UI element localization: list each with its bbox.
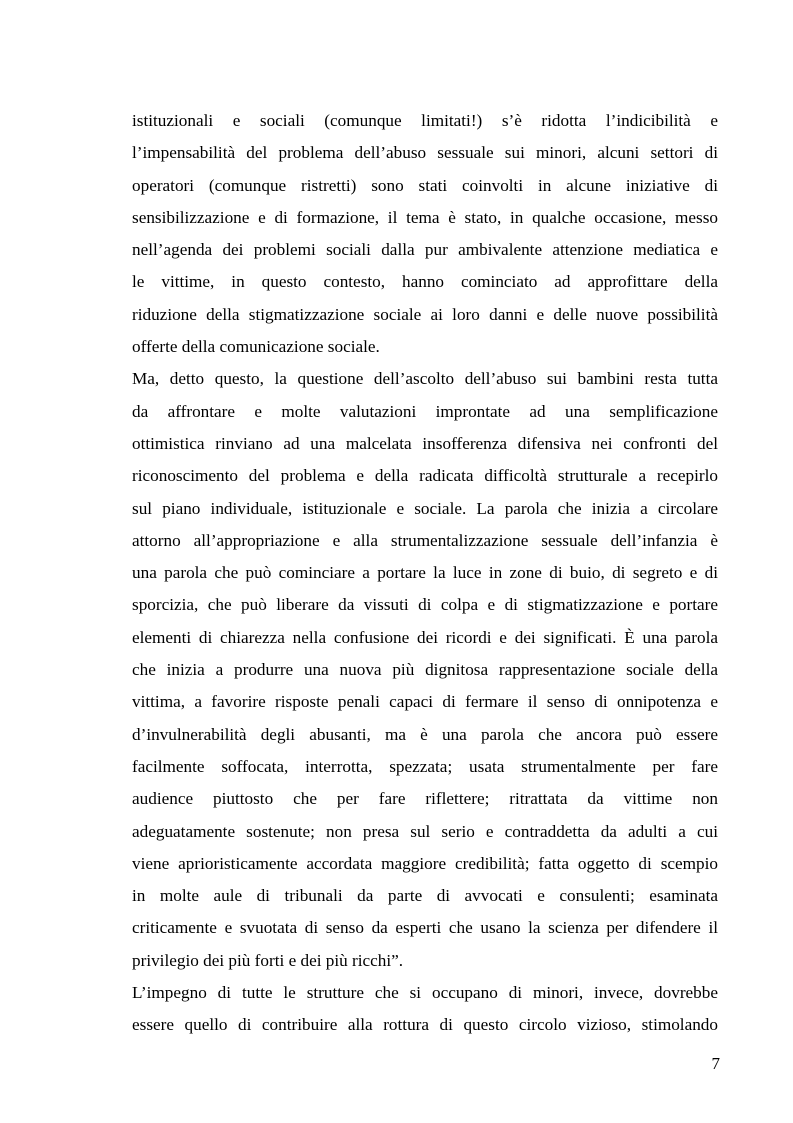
- text-line: elementi di chiarezza nella confusione dei ricordi e dei significati. È una parola: [132, 627, 718, 647]
- text-line: Ma, detto questo, la questione dell’ascolto dell’abuso sui bambini resta tutta: [132, 369, 718, 389]
- text-line: riduzione della stigmatizzazione sociale ai loro danni e delle nuove possibilità: [132, 304, 718, 324]
- text-line: viene aprioristicamente accordata maggiore credibilità; fatta oggetto di scempio: [132, 853, 718, 873]
- paragraph-1: [132, 105, 718, 363]
- text-line: essere quello di contribuire alla rottura di questo circolo vizioso, stimolando: [132, 1015, 718, 1035]
- text-line: nell’agenda dei problemi sociali dalla pur ambivalente attenzione mediatica e: [132, 240, 718, 260]
- text-line: l’impensabilità del problema dell’abuso sessuale sui minori, alcuni settori di: [132, 143, 718, 163]
- paragraph-2: [132, 363, 718, 977]
- text-line: attorno all’appropriazione e alla strumentalizzazione sessuale dell’infanzia è: [132, 530, 718, 550]
- page-number: 7: [711, 1054, 720, 1073]
- text-line: sensibilizzazione e di formazione, il tema è stato, in qualche occasione, messo: [132, 207, 718, 227]
- text-line: audience piuttosto che per fare riflettere; ritrattata da vittime non: [132, 789, 718, 809]
- text-line: d’invulnerabilità degli abusanti, ma è una parola che ancora può essere: [132, 724, 718, 744]
- text-line: L’impegno di tutte le strutture che si occupano di minori, invece, dovrebbe: [132, 983, 718, 1003]
- body-text: [132, 105, 718, 1042]
- text-line: privilegio dei più forti e dei più ricchi”.: [132, 950, 404, 970]
- text-line: una parola che può cominciare a portare la luce in zone di buio, di segreto e di: [132, 563, 718, 583]
- text-line: operatori (comunque ristretti) sono stati coinvolti in alcune iniziative di: [132, 175, 718, 195]
- text-line: che inizia a produrre una nuova più dignitosa rappresentazione sociale della: [132, 660, 718, 680]
- text-line: sul piano individuale, istituzionale e sociale. La parola che inizia a circolare: [132, 498, 718, 518]
- text-line: le vittime, in questo contesto, hanno cominciato ad approfittare della: [132, 272, 718, 292]
- text-line: criticamente e svuotata di senso da esperti che usano la scienza per difendere il: [132, 918, 718, 938]
- text-line: istituzionali e sociali (comunque limitati!) s’è ridotta l’indicibilità e: [132, 111, 718, 130]
- text-line: ottimistica rinviano ad una malcelata insofferenza difensiva nei confronti del: [132, 433, 718, 453]
- text-line: riconoscimento del problema e della radicata difficoltà strutturale a recepirlo: [132, 466, 718, 486]
- paragraph-3: [132, 977, 718, 1042]
- text-line: adeguatamente sostenute; non presa sul serio e contraddetta da adulti a cui: [132, 821, 718, 841]
- text-line: facilmente soffocata, interrotta, spezzata; usata strumentalmente per fare: [132, 756, 718, 776]
- text-line: da affrontare e molte valutazioni improntate ad una semplificazione: [132, 401, 718, 421]
- text-line: offerte della comunicazione sociale.: [132, 337, 380, 357]
- text-line: vittima, a favorire risposte penali capaci di fermare il senso di onnipotenza e: [132, 692, 718, 712]
- text-line: in molte aule di tribunali da parte di avvocati e consulenti; esaminata: [132, 886, 718, 906]
- text-line: sporcizia, che può liberare da vissuti di colpa e di stigmatizzazione e portare: [132, 595, 718, 615]
